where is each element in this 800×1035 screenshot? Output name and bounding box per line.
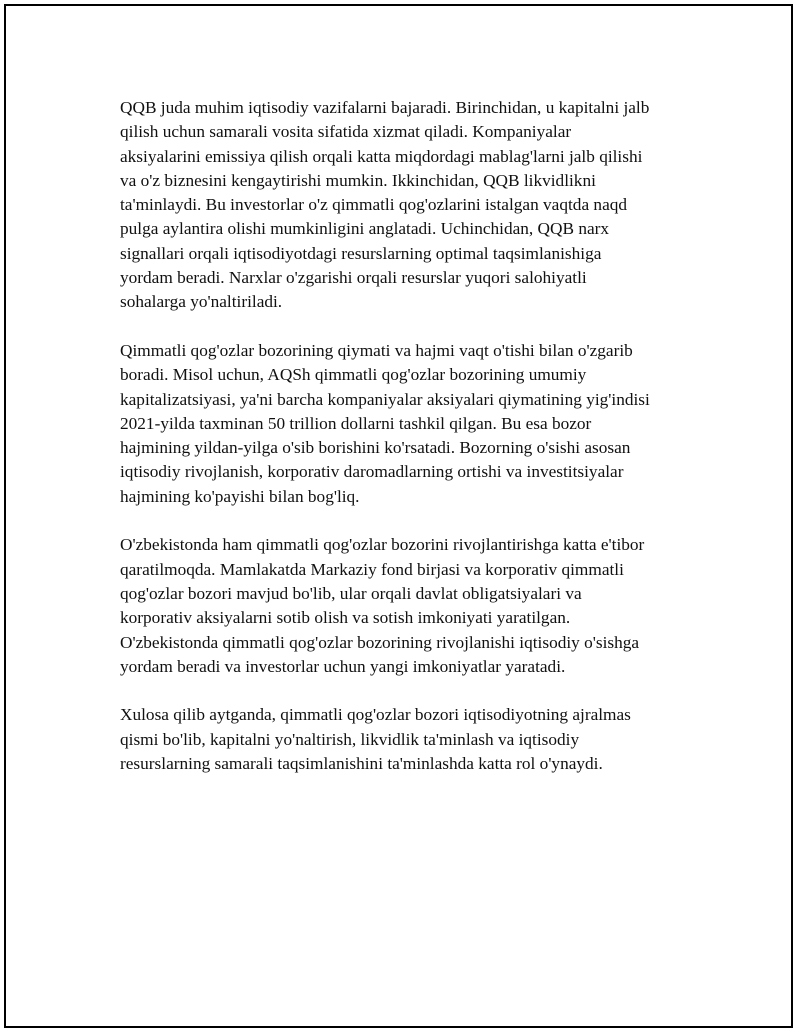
text-line: qog'ozlar bozori mavjud bo'lib, ular orqali davlat obligatsiyalari va [120, 583, 582, 603]
text-line: hajmining yildan-yilga o'sib borishini ko'rsatadi. Bozorning o'sishi asosan [120, 438, 631, 458]
text-line: ta'minlaydi. Bu investorlar o'z qimmatli qog'ozlarini istalgan vaqtda naqd [120, 195, 628, 215]
text-line: kapitalizatsiyasi, ya'ni barcha kompaniyalar aksiyalari qiymatining yig'indisi [120, 389, 650, 409]
text-line: sohalarga yo'naltiriladi. [120, 292, 283, 312]
paragraph-4 [120, 703, 690, 776]
text-line: qaratilmoqda. Mamlakatda Markaziy fond birjasi va korporativ qimmatli [120, 559, 624, 579]
text-line: 2021-yilda taxminan 50 trillion dollarni tashkil qilgan. Bu esa bozor [120, 413, 592, 433]
text-line: yordam beradi va investorlar uchun yangi imkoniyatlar yaratadi. [120, 656, 566, 676]
text-line: O'zbekistonda ham qimmatli qog'ozlar bozorini rivojlantirishga katta e'tibor [120, 535, 645, 555]
text-line: yordam beradi. Narxlar o'zgarishi orqali resurslar yuqori salohiyatli [120, 268, 587, 288]
text-line: Qimmatli qog'ozlar bozorining qiymati va hajmi vaqt o'tishi bilan o'zgarib [120, 340, 633, 360]
text-line: qismi bo'lib, kapitalni yo'naltirish, likvidlik ta'minlash va iqtisodiy [120, 729, 580, 749]
text-line: va o'z biznesini kengaytirishi mumkin. Ikkinchidan, QQB likvidlikni [120, 170, 596, 190]
text-line: korporativ aksiyalarni sotib olish va sotish imkoniyati yaratilgan. [120, 608, 571, 628]
text-line: resurslarning samarali taqsimlanishini ta'minlashda katta rol o'ynaydi. [120, 754, 603, 774]
paragraph-2 [120, 339, 690, 509]
text-line: O'zbekistonda qimmatli qog'ozlar bozorining rivojlanishi iqtisodiy o'sishga [120, 632, 640, 652]
text-line: Xulosa qilib aytganda, qimmatli qog'ozlar bozori iqtisodiyotning ajralmas [120, 705, 631, 725]
text-line: iqtisodiy rivojlanish, korporativ daromadlarning ortishi va investitsiyalar [120, 462, 624, 482]
text-line: signallari orqali iqtisodiyotdagi resurslarning optimal taqsimlanishiga [120, 243, 602, 263]
text-line: qilish uchun samarali vosita sifatida xizmat qiladi. Kompaniyalar [120, 122, 572, 142]
text-line: aksiyalarini emissiya qilish orqali katta miqdordagi mablag'larni jalb qilishi [120, 146, 643, 166]
text-line: hajmining ko'payishi bilan bog'liq. [120, 486, 360, 506]
text-line: QQB juda muhim iqtisodiy vazifalarni bajaradi. Birinchidan, u kapitalni jalb [120, 98, 650, 117]
paragraph-3 [120, 533, 690, 679]
text-line: pulga aylantira olishi mumkinligini anglatadi. Uchinchidan, QQB narx [120, 219, 610, 239]
document-page [4, 4, 793, 1028]
text-line: boradi. Misol uchun, AQSh qimmatli qog'ozlar bozorining umumiy [120, 365, 587, 385]
paragraph-1 [120, 96, 690, 315]
document-body [120, 96, 690, 776]
